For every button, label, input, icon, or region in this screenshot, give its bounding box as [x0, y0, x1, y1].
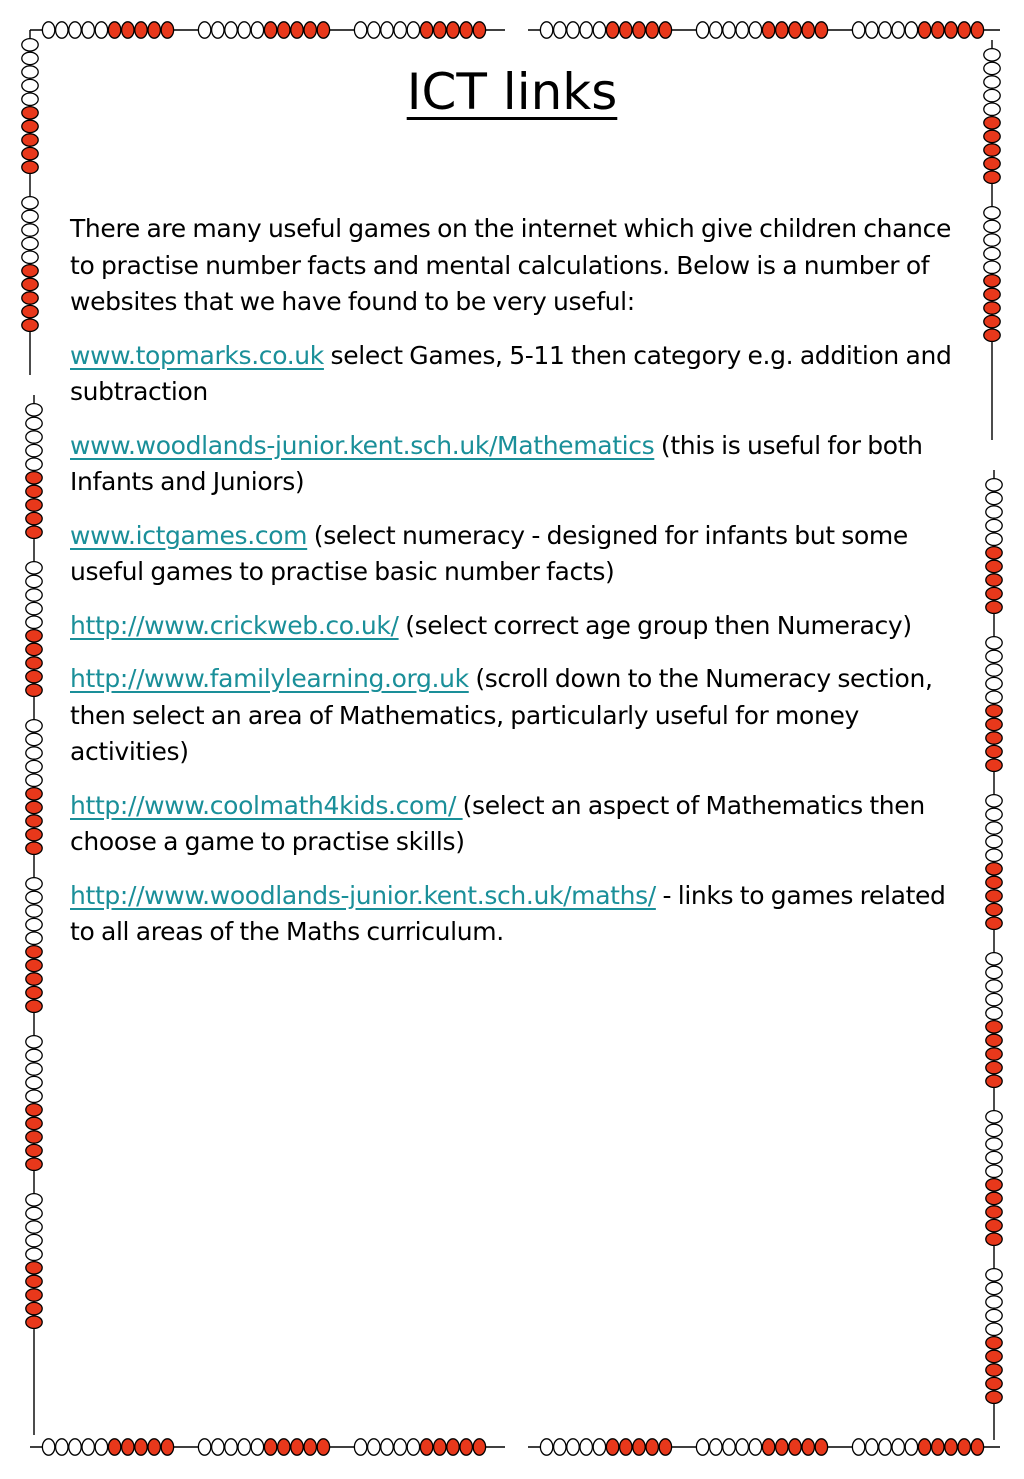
white-bead — [26, 891, 42, 903]
red-bead — [26, 828, 42, 840]
white-bead — [986, 849, 1002, 861]
white-bead — [26, 1063, 42, 1075]
white-bead — [368, 22, 380, 38]
website-link[interactable]: www.woodlands-junior.kent.sch.uk/Mathematics — [70, 430, 655, 460]
white-bead — [984, 220, 1000, 232]
link-item — [70, 338, 965, 411]
red-bead — [606, 1439, 618, 1455]
red-bead — [646, 1439, 658, 1455]
white-bead — [696, 1439, 708, 1455]
white-bead — [879, 22, 891, 38]
red-bead — [278, 1439, 290, 1455]
red-bead — [986, 601, 1002, 613]
red-bead — [26, 630, 42, 642]
white-bead — [26, 1049, 42, 1061]
red-bead — [26, 670, 42, 682]
white-bead — [26, 747, 42, 759]
red-bead — [148, 22, 160, 38]
red-bead — [26, 472, 42, 484]
white-bead — [986, 1296, 1002, 1308]
red-bead — [291, 22, 303, 38]
red-bead — [22, 265, 38, 277]
white-bead — [26, 1076, 42, 1088]
white-bead — [22, 251, 38, 263]
intro-paragraph: There are many useful games on the internet which give children chance to practise number facts and mental calculations. Below is a number of websites that we have found to be very useful: — [70, 214, 952, 316]
white-bead — [986, 1151, 1002, 1163]
white-bead — [26, 562, 42, 574]
white-bead — [26, 733, 42, 745]
red-bead — [26, 657, 42, 669]
white-bead — [986, 506, 1002, 518]
white-bead — [986, 492, 1002, 504]
red-bead — [762, 22, 774, 38]
white-bead — [696, 22, 708, 38]
red-bead — [317, 22, 329, 38]
red-bead — [986, 1061, 1002, 1073]
red-bead — [984, 315, 1000, 327]
red-bead — [22, 161, 38, 173]
link-description: (select numeracy - designed for infants but some useful games to practise basic number facts) — [70, 520, 908, 586]
white-bead — [95, 22, 107, 38]
red-bead — [108, 1439, 120, 1455]
white-bead — [407, 1439, 419, 1455]
red-bead — [135, 1439, 147, 1455]
white-bead — [986, 1124, 1002, 1136]
red-bead — [26, 1158, 42, 1170]
red-bead — [918, 22, 930, 38]
red-bead — [447, 22, 459, 38]
red-bead — [26, 1131, 42, 1143]
white-bead — [26, 1036, 42, 1048]
red-bead — [986, 1364, 1002, 1376]
white-bead — [905, 1439, 917, 1455]
document-body — [70, 211, 965, 968]
red-bead — [304, 1439, 316, 1455]
red-bead — [108, 22, 120, 38]
red-bead — [984, 275, 1000, 287]
red-bead — [986, 1233, 1002, 1245]
red-bead — [986, 1337, 1002, 1349]
white-bead — [368, 1439, 380, 1455]
red-bead — [986, 732, 1002, 744]
link-description: (this is useful for both Infants and Juniors) — [70, 430, 923, 496]
white-bead — [251, 1439, 263, 1455]
white-bead — [986, 533, 1002, 545]
white-bead — [879, 1439, 891, 1455]
red-bead — [776, 22, 788, 38]
red-bead — [26, 1316, 42, 1328]
white-bead — [986, 519, 1002, 531]
white-bead — [26, 589, 42, 601]
white-bead — [26, 774, 42, 786]
white-bead — [554, 22, 566, 38]
white-bead — [26, 458, 42, 470]
white-bead — [26, 878, 42, 890]
white-bead — [225, 22, 237, 38]
red-bead — [986, 547, 1002, 559]
white-bead — [198, 1439, 210, 1455]
white-bead — [567, 22, 579, 38]
red-bead — [984, 130, 1000, 142]
red-bead — [986, 1048, 1002, 1060]
red-bead — [22, 278, 38, 290]
red-bead — [26, 1302, 42, 1314]
white-bead — [22, 237, 38, 249]
red-bead — [122, 22, 134, 38]
white-bead — [852, 1439, 864, 1455]
white-bead — [866, 22, 878, 38]
red-bead — [434, 22, 446, 38]
red-bead — [26, 1262, 42, 1274]
red-bead — [420, 22, 432, 38]
white-bead — [198, 22, 210, 38]
white-bead — [986, 1323, 1002, 1335]
white-bead — [212, 1439, 224, 1455]
red-bead — [26, 959, 42, 971]
red-bead — [26, 1275, 42, 1287]
red-bead — [22, 292, 38, 304]
red-bead — [26, 1144, 42, 1156]
white-bead — [736, 1439, 748, 1455]
red-bead — [986, 560, 1002, 572]
white-bead — [736, 22, 748, 38]
red-bead — [620, 22, 632, 38]
white-bead — [82, 22, 94, 38]
white-bead — [710, 22, 722, 38]
red-bead — [606, 22, 618, 38]
red-bead — [986, 1377, 1002, 1389]
red-bead — [984, 171, 1000, 183]
white-bead — [723, 22, 735, 38]
red-bead — [762, 1439, 774, 1455]
red-bead — [22, 147, 38, 159]
white-bead — [22, 197, 38, 209]
red-bead — [22, 319, 38, 331]
white-bead — [69, 22, 81, 38]
red-bead — [26, 526, 42, 538]
link-item — [70, 788, 965, 861]
white-bead — [26, 905, 42, 917]
white-bead — [905, 22, 917, 38]
white-bead — [26, 1248, 42, 1260]
white-bead — [554, 1439, 566, 1455]
red-bead — [460, 1439, 472, 1455]
white-bead — [95, 1439, 107, 1455]
white-bead — [986, 1111, 1002, 1123]
white-bead — [593, 22, 605, 38]
white-bead — [26, 575, 42, 587]
red-bead — [26, 485, 42, 497]
red-bead — [971, 1439, 983, 1455]
red-bead — [986, 1192, 1002, 1204]
red-bead — [986, 903, 1002, 915]
white-bead — [26, 720, 42, 732]
red-bead — [986, 1179, 1002, 1191]
red-bead — [802, 22, 814, 38]
red-bead — [958, 22, 970, 38]
red-bead — [986, 574, 1002, 586]
white-bead — [26, 1207, 42, 1219]
white-bead — [56, 22, 68, 38]
red-bead — [932, 22, 944, 38]
white-bead — [225, 1439, 237, 1455]
red-bead — [659, 22, 671, 38]
white-bead — [986, 479, 1002, 491]
red-bead — [278, 22, 290, 38]
red-bead — [26, 1289, 42, 1301]
white-bead — [22, 39, 38, 51]
white-bead — [567, 1439, 579, 1455]
red-bead — [776, 1439, 788, 1455]
red-bead — [26, 788, 42, 800]
white-bead — [26, 760, 42, 772]
white-bead — [986, 664, 1002, 676]
link-item — [70, 661, 965, 771]
link-description: (select correct age group then Numeracy) — [398, 610, 912, 640]
white-bead — [42, 1439, 54, 1455]
white-bead — [26, 602, 42, 614]
white-bead — [238, 1439, 250, 1455]
red-bead — [986, 1391, 1002, 1403]
red-bead — [317, 1439, 329, 1455]
red-bead — [789, 22, 801, 38]
white-bead — [26, 1194, 42, 1206]
white-bead — [540, 1439, 552, 1455]
red-bead — [447, 1439, 459, 1455]
red-bead — [26, 842, 42, 854]
red-bead — [26, 512, 42, 524]
white-bead — [354, 1439, 366, 1455]
white-bead — [986, 993, 1002, 1005]
white-bead — [251, 22, 263, 38]
website-link[interactable]: http://www.woodlands-junior.kent.sch.uk/maths/ — [70, 880, 656, 910]
red-bead — [135, 22, 147, 38]
white-bead — [852, 22, 864, 38]
red-bead — [984, 288, 1000, 300]
website-link[interactable]: http://www.familylearning.org.uk — [70, 664, 469, 693]
white-bead — [986, 966, 1002, 978]
red-bead — [26, 973, 42, 985]
white-bead — [22, 210, 38, 222]
red-bead — [26, 815, 42, 827]
link-description: select Games, 5-11 then category e.g. addition and subtraction — [70, 340, 952, 406]
white-bead — [986, 1269, 1002, 1281]
red-bead — [986, 917, 1002, 929]
website-link[interactable]: www.ictgames.com — [70, 520, 308, 550]
white-bead — [723, 1439, 735, 1455]
red-bead — [986, 1021, 1002, 1033]
white-bead — [986, 650, 1002, 662]
white-bead — [26, 1221, 42, 1233]
red-bead — [986, 890, 1002, 902]
white-bead — [26, 417, 42, 429]
link-description: - links to games related to all areas of the Maths curriculum. — [70, 880, 946, 946]
white-bead — [892, 22, 904, 38]
red-bead — [420, 1439, 432, 1455]
red-bead — [161, 1439, 173, 1455]
white-bead — [986, 795, 1002, 807]
red-bead — [646, 22, 658, 38]
link-item — [70, 518, 965, 591]
link-description: (scroll down to the Numeracy section, then select an area of Mathematics, particularly useful for money activities) — [70, 664, 933, 766]
red-bead — [460, 22, 472, 38]
red-bead — [122, 1439, 134, 1455]
white-bead — [394, 1439, 406, 1455]
red-bead — [633, 1439, 645, 1455]
red-bead — [659, 1439, 671, 1455]
white-bead — [540, 22, 552, 38]
white-bead — [986, 1007, 1002, 1019]
red-bead — [815, 1439, 827, 1455]
white-bead — [381, 22, 393, 38]
red-bead — [986, 718, 1002, 730]
white-bead — [26, 1090, 42, 1102]
white-bead — [986, 980, 1002, 992]
red-bead — [984, 302, 1000, 314]
white-bead — [394, 22, 406, 38]
white-bead — [984, 247, 1000, 259]
red-bead — [26, 801, 42, 813]
red-bead — [986, 1034, 1002, 1046]
white-bead — [986, 1165, 1002, 1177]
page-title: ICT links — [406, 63, 618, 121]
red-bead — [26, 946, 42, 958]
white-bead — [354, 22, 366, 38]
white-bead — [986, 1282, 1002, 1294]
red-bead — [986, 759, 1002, 771]
red-bead — [986, 1075, 1002, 1087]
red-bead — [473, 1439, 485, 1455]
red-bead — [26, 499, 42, 511]
red-bead — [918, 1439, 930, 1455]
white-bead — [580, 22, 592, 38]
red-bead — [473, 22, 485, 38]
white-bead — [749, 22, 761, 38]
white-bead — [866, 1439, 878, 1455]
white-bead — [984, 207, 1000, 219]
white-bead — [986, 1309, 1002, 1321]
red-bead — [945, 22, 957, 38]
white-bead — [986, 691, 1002, 703]
red-bead — [986, 1219, 1002, 1231]
white-bead — [26, 616, 42, 628]
white-bead — [986, 953, 1002, 965]
website-link[interactable]: www.topmarks.co.uk — [70, 340, 324, 370]
white-bead — [56, 1439, 68, 1455]
red-bead — [986, 1206, 1002, 1218]
white-bead — [26, 444, 42, 456]
red-bead — [26, 643, 42, 655]
red-bead — [291, 1439, 303, 1455]
red-bead — [986, 587, 1002, 599]
white-bead — [26, 404, 42, 416]
link-item — [70, 608, 965, 645]
red-bead — [304, 22, 316, 38]
white-bead — [212, 22, 224, 38]
red-bead — [26, 684, 42, 696]
red-bead — [984, 329, 1000, 341]
white-bead — [986, 808, 1002, 820]
red-bead — [986, 863, 1002, 875]
white-bead — [381, 1439, 393, 1455]
white-bead — [26, 431, 42, 443]
white-bead — [407, 22, 419, 38]
white-bead — [710, 1439, 722, 1455]
red-bead — [161, 22, 173, 38]
red-bead — [26, 1117, 42, 1129]
white-bead — [986, 637, 1002, 649]
red-bead — [986, 876, 1002, 888]
white-bead — [26, 932, 42, 944]
link-description: (select an aspect of Mathematics then choose a game to practise skills) — [70, 790, 925, 856]
red-bead — [26, 1104, 42, 1116]
website-link[interactable]: http://www.coolmath4kids.com/ — [70, 790, 463, 820]
white-bead — [22, 224, 38, 236]
red-bead — [802, 1439, 814, 1455]
red-bead — [26, 1000, 42, 1012]
red-bead — [620, 1439, 632, 1455]
link-item — [70, 878, 965, 951]
red-bead — [986, 745, 1002, 757]
red-bead — [633, 22, 645, 38]
red-bead — [945, 1439, 957, 1455]
red-bead — [264, 1439, 276, 1455]
white-bead — [580, 1439, 592, 1455]
white-bead — [238, 22, 250, 38]
red-bead — [148, 1439, 160, 1455]
white-bead — [26, 1234, 42, 1246]
white-bead — [26, 918, 42, 930]
red-bead — [984, 144, 1000, 156]
white-bead — [984, 234, 1000, 246]
red-bead — [434, 1439, 446, 1455]
red-bead — [22, 305, 38, 317]
red-bead — [264, 22, 276, 38]
white-bead — [593, 1439, 605, 1455]
white-bead — [42, 22, 54, 38]
white-bead — [986, 677, 1002, 689]
link-item — [70, 428, 965, 501]
red-bead — [815, 22, 827, 38]
red-bead — [26, 986, 42, 998]
red-bead — [789, 1439, 801, 1455]
red-bead — [984, 157, 1000, 169]
white-bead — [986, 822, 1002, 834]
website-link[interactable]: http://www.crickweb.co.uk/ — [70, 610, 399, 640]
red-bead — [971, 22, 983, 38]
white-bead — [82, 1439, 94, 1455]
red-bead — [958, 1439, 970, 1455]
white-bead — [986, 1138, 1002, 1150]
white-bead — [986, 835, 1002, 847]
white-bead — [749, 1439, 761, 1455]
red-bead — [986, 705, 1002, 717]
red-bead — [932, 1439, 944, 1455]
red-bead — [986, 1350, 1002, 1362]
white-bead — [892, 1439, 904, 1455]
white-bead — [984, 261, 1000, 273]
white-bead — [69, 1439, 81, 1455]
red-bead — [22, 134, 38, 146]
